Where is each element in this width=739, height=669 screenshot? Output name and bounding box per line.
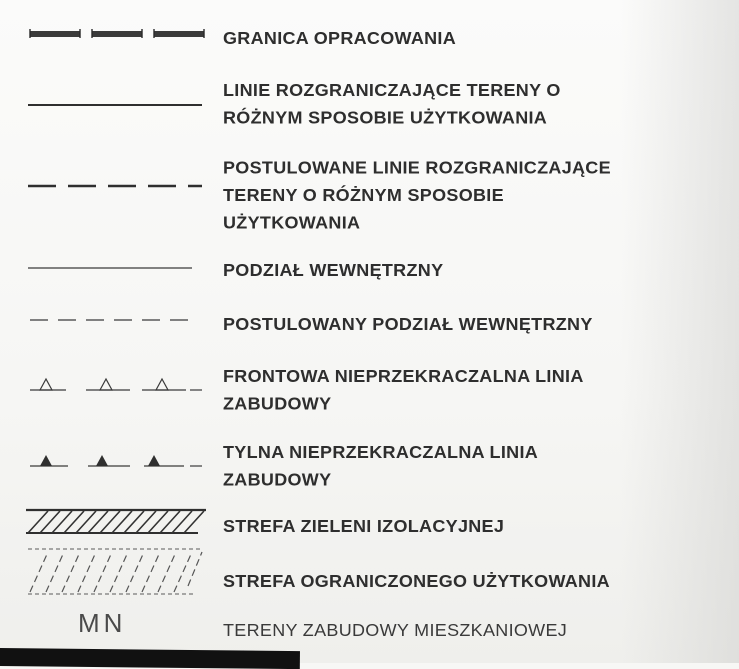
- open-triangle-line-symbol: [26, 372, 204, 394]
- legend-label: POSTULOWANY PODZIAŁ WEWNĘTRZNY: [223, 314, 593, 334]
- legend-row-limited-use-zone: [0, 546, 739, 604]
- legend-label: TERENY ZABUDOWY MIESZKANIOWEJ: [223, 620, 568, 640]
- boundary-line-symbol: [26, 28, 204, 42]
- solid-thick-line-symbol: [26, 102, 204, 108]
- legend-label: LINIE ROZGRANICZAJĄCE TERENY O RÓŻNYM SPOSOBIE UŻYTKOWANIA: [223, 80, 561, 128]
- zone-code-symbol: MN: [78, 608, 127, 638]
- thick-dashed-line-symbol: [26, 183, 204, 189]
- legend-row-land-use-lines: [0, 76, 739, 136]
- legend-label: FRONTOWA NIEPRZEKRACZALNA LINIA ZABUDOWY: [223, 366, 584, 414]
- legend-row-residential-development: [0, 608, 739, 648]
- legend-label: PODZIAŁ WEWNĘTRZNY: [223, 260, 444, 280]
- legend-label: POSTULOWANE LINIE ROZGRANICZAJĄCE TERENY O RÓŻNYM SPOSOBIE UŻYTKOWANIA: [223, 157, 611, 233]
- legend-label: GRANICA OPRACOWANIA: [223, 28, 457, 48]
- thin-line-symbol: [26, 266, 204, 270]
- legend-row-boundary: [0, 24, 739, 54]
- dashed-hatch-symbol: [26, 546, 204, 598]
- legend-label: STREFA ZIELENI IZOLACYJNEJ: [223, 516, 505, 536]
- legend-row-postulated-internal-division: [0, 310, 739, 340]
- filled-triangle-line-symbol: [26, 448, 204, 470]
- legend-label: STREFA OGRANICZONEGO UŻYTKOWANIA: [223, 571, 610, 591]
- legend-row-internal-division: [0, 256, 739, 286]
- thin-dashed-line-symbol: [26, 318, 204, 322]
- hatched-band-symbol: [26, 508, 204, 536]
- legend-label: TYLNA NIEPRZEKRACZALNA LINIA ZABUDOWY: [223, 442, 539, 490]
- legend-row-green-isolation-zone: [0, 508, 739, 542]
- legend-row-rear-building-line: [0, 438, 739, 498]
- legend-row-front-building-line: [0, 362, 739, 422]
- scan-edge-shadow: [0, 648, 300, 669]
- legend-row-postulated-land-use-lines: [0, 153, 739, 237]
